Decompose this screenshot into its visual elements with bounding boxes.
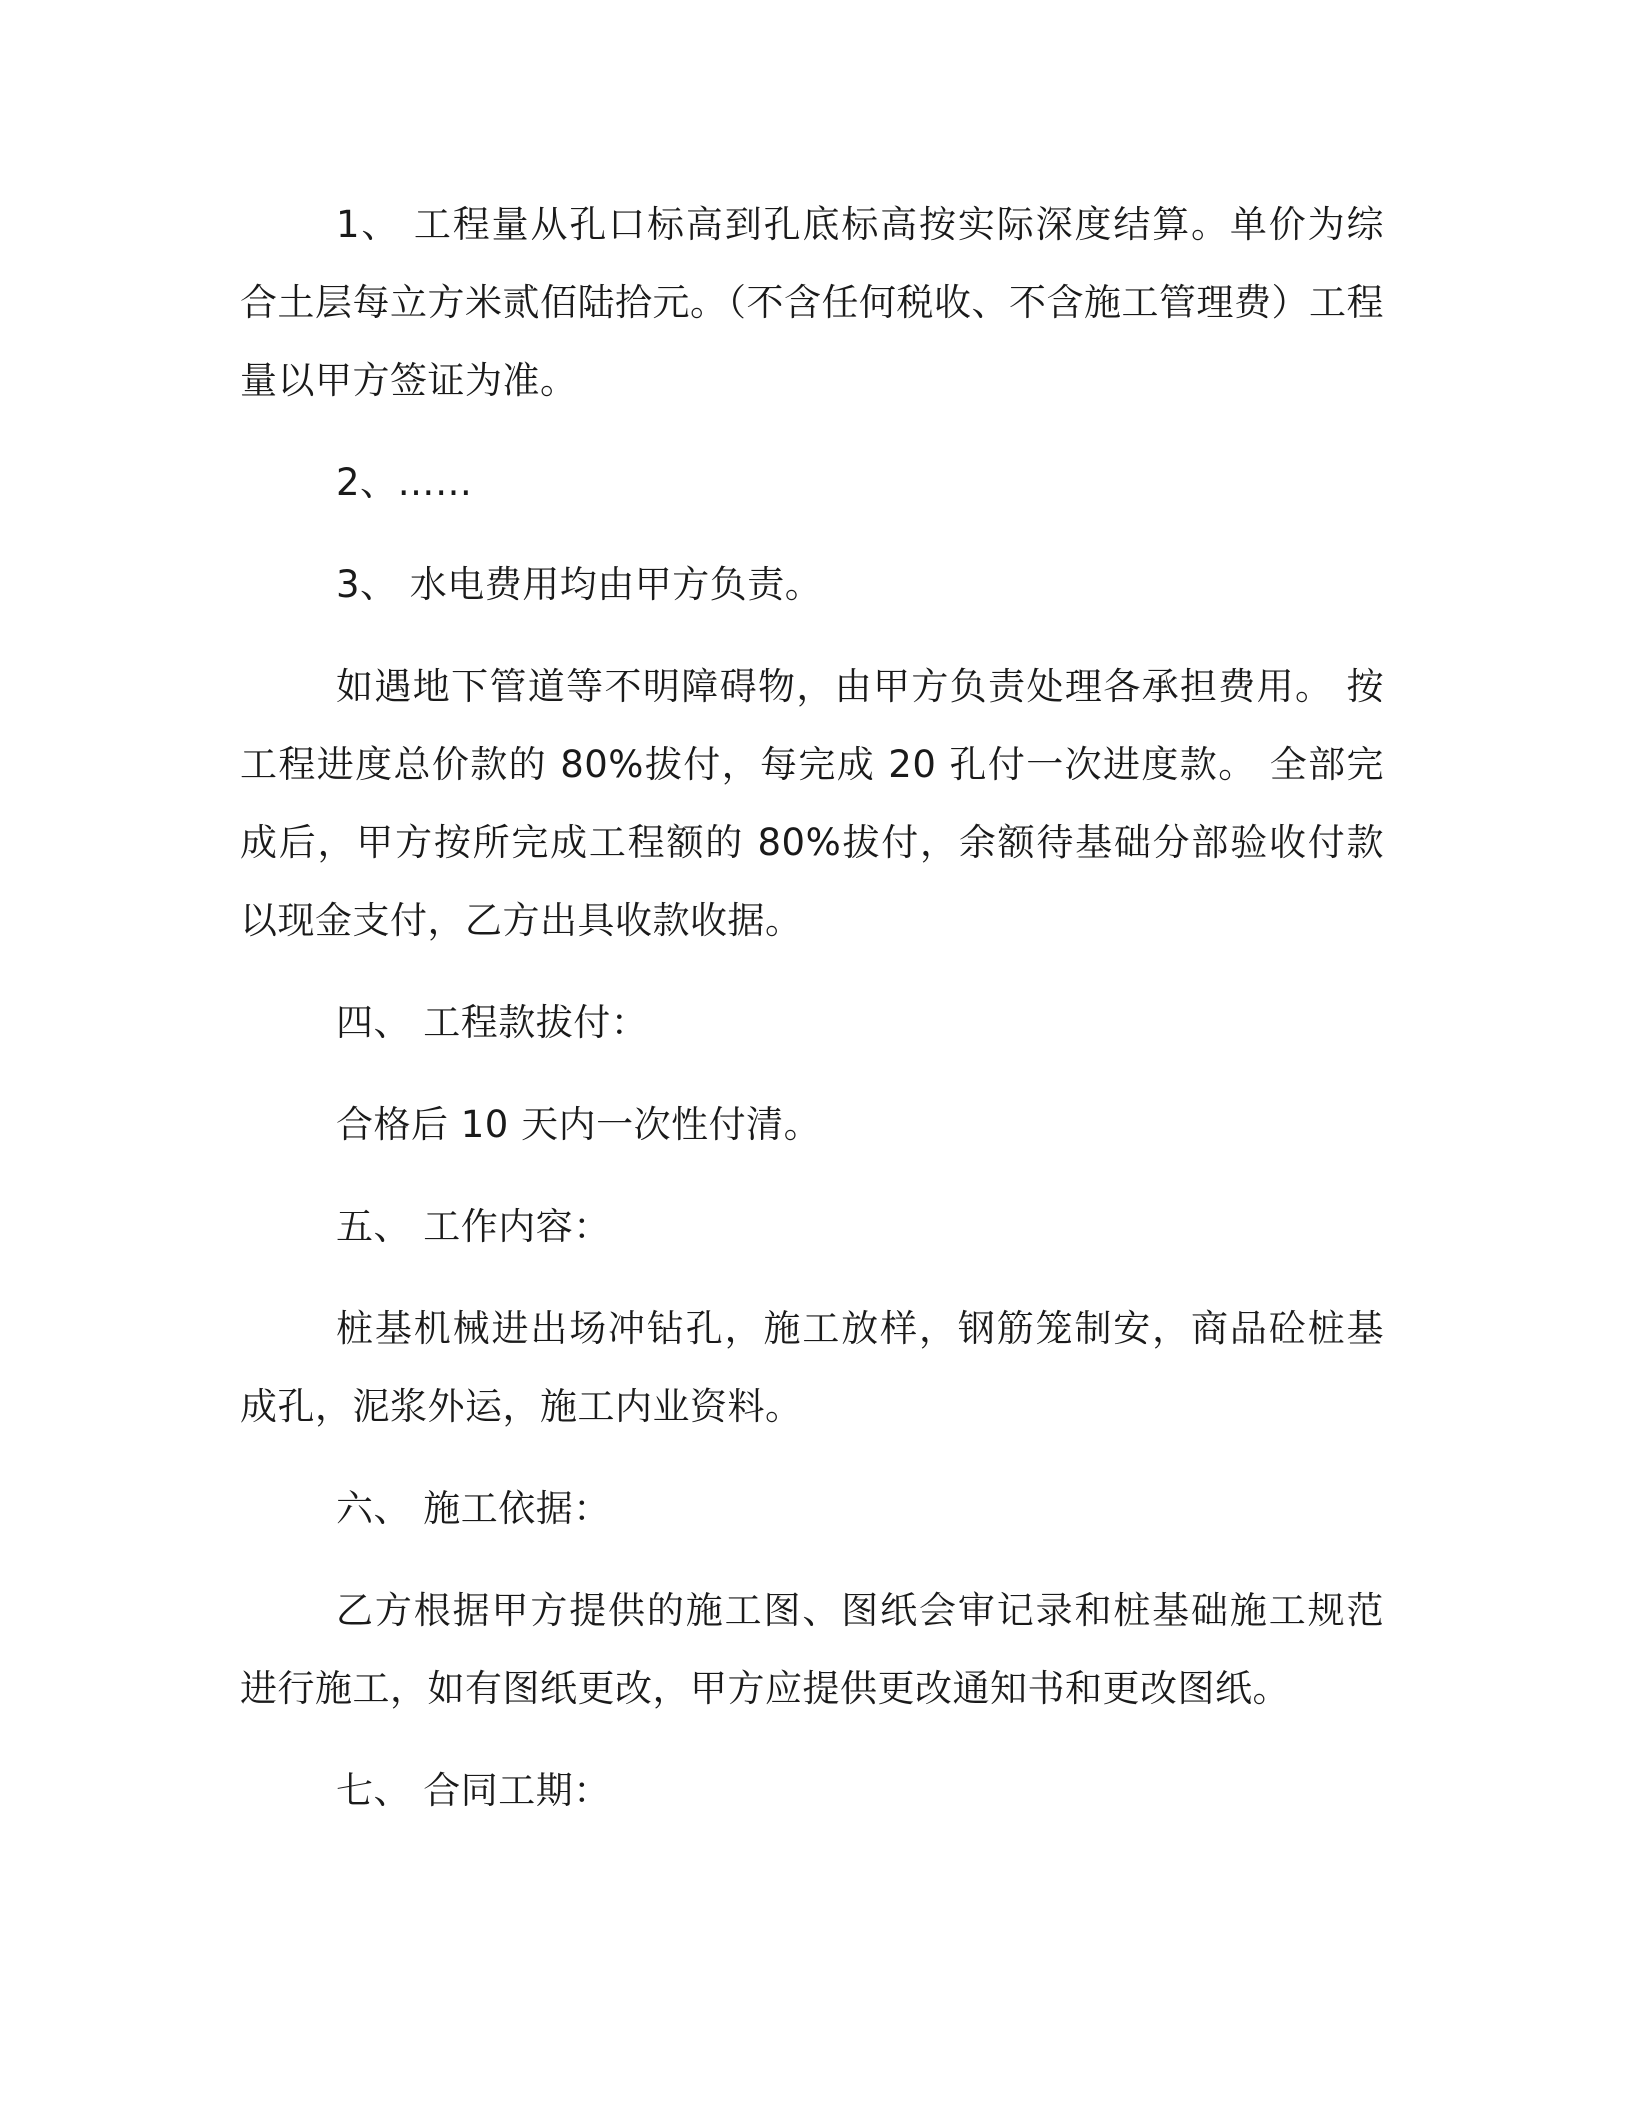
- section-6-heading: 六、 施工依据：: [336, 1487, 611, 1530]
- obstacle-and-payment-paragraph: 如遇地下管道等不明障碍物，由甲方负责处理各承担费用。 按工程进度总价款的 80%拔付，每完成 20 孔付一次进度款。 全部完成后，甲方按所完成工程额的 80%拔付，余额待基础分部验收付款以现金支付，乙方出具收款收据。: [240, 665, 1384, 942]
- clause-3-utilities: 3、 水电费用均由甲方负责。: [336, 563, 823, 606]
- section-6-body: 乙方根据甲方提供的施工图、图纸会审记录和桩基础施工规范进行施工，如有图纸更改，甲方应提供更改通知书和更改图纸。: [240, 1589, 1384, 1710]
- section-7-heading: 七、 合同工期：: [336, 1769, 611, 1812]
- clause-2-ellipsis: 2、……: [336, 461, 473, 504]
- section-4-heading: 四、 工程款拔付：: [336, 1001, 649, 1044]
- section-5-body: 桩基机械进出场冲钻孔，施工放样，钢筋笼制安，商品砼桩基成孔，泥浆外运，施工内业资料。: [240, 1307, 1384, 1428]
- section-4-body: 合格后 10 天内一次性付清。: [336, 1103, 822, 1146]
- clause-1-quantity-pricing: 1、 工程量从孔口标高到孔底标高按实际深度结算。单价为综合土层每立方米贰佰陆拾元。（不含任何税收、不含施工管理费）工程量以甲方签证为准。: [240, 203, 1384, 402]
- document-body: [240, 186, 1384, 1830]
- section-5-heading: 五、 工作内容：: [336, 1205, 611, 1248]
